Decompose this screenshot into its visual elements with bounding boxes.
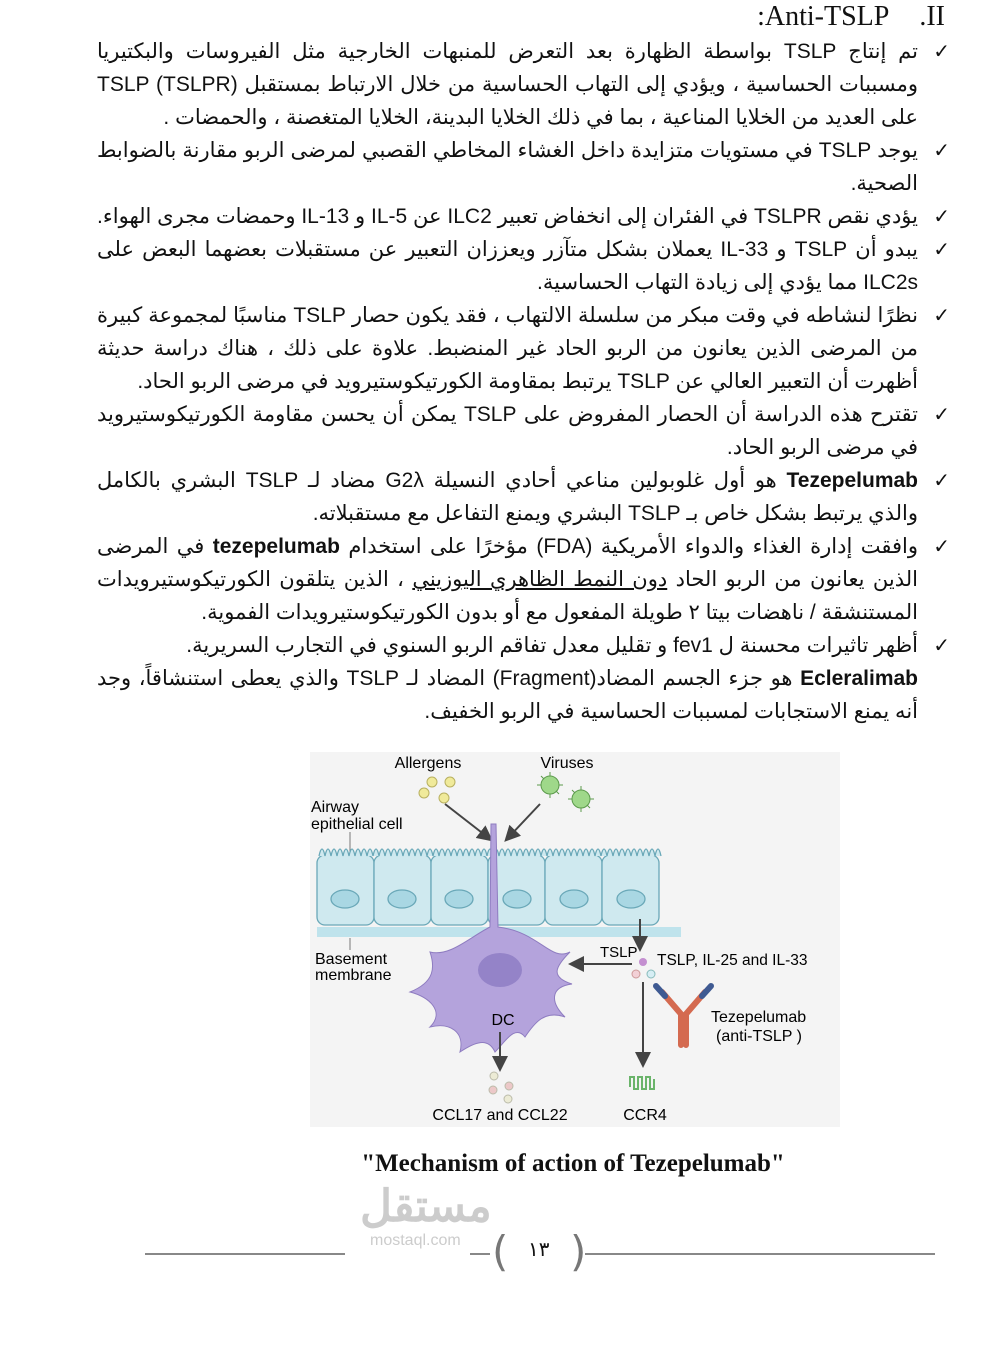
anti-tslp-label: (anti-TSLP ) <box>716 1028 802 1045</box>
mechanism-diagram <box>310 752 840 1127</box>
airway-label: Airway <box>311 799 360 816</box>
bullet-item <box>97 233 950 299</box>
checkmark-icon: ✓ <box>933 468 950 492</box>
figure-caption: "Mechanism of action of Tezepelumab" <box>361 1150 785 1177</box>
bullet-item <box>97 464 950 530</box>
checkmark-icon: ✓ <box>933 633 950 657</box>
page-footer <box>0 1182 1007 1276</box>
chemokine-dots-icon <box>489 1072 513 1103</box>
membrane-label: membrane <box>315 967 392 984</box>
bullet-text: Tezepelumab <box>786 469 919 492</box>
bullet-text: هو أول غلوبولين مناعي أحادي النسيلة G2λ مضاد لـ TSLP البشري بالكامل والذي يرتبط بشكل خاص بـ TSLP البشري ويمنع التفاعل مع مستقبلاته. <box>97 469 918 525</box>
page-number: ١٣ <box>528 1237 550 1261</box>
bullet-item <box>97 662 918 728</box>
virus-icon <box>537 772 594 812</box>
bullet-text: دون النمط الظاهري اليوزيني <box>412 568 668 591</box>
mechanism-figure <box>310 752 840 1127</box>
basement-label: Basement <box>315 951 388 968</box>
epithelium <box>317 849 681 937</box>
footer-divider-right <box>585 1253 935 1255</box>
bullet-text: وافقت إدارة الغذاء والدواء الأمريكية (FDA) مؤخرًا على استخدام <box>339 535 918 558</box>
watermark-url: mostaql.com <box>370 1232 461 1249</box>
footer-divider-left-inner <box>470 1253 490 1255</box>
bullet-text: يوجد TSLP في مستويات متزايدة داخل الغشاء المخاطي القصبي لمرضى الربو مقارنة بالضوابط الصحية. <box>97 139 918 195</box>
checkmark-icon: ✓ <box>933 303 950 327</box>
ccr4-label: CCR4 <box>623 1107 667 1124</box>
checkmark-icon: ✓ <box>933 237 950 261</box>
bullet-text: ، الذين يتلقون الكورتيكوستيرويدات المستنشقة / ناهضات بيتا ٢ طويلة المفعول مع أو بدون الكورتيكوستيرويدات الفموية. <box>97 568 918 624</box>
bullet-text: tezepelumab <box>212 535 340 558</box>
bullet-text: هو جزء الجسم المضاد(Fragment) المضاد لـ TSLP والذي يعطى استنشاقاً، وجد أنه يمنع الاستجابات لمسببات الحساسية في الربو الخفيف. <box>97 667 918 723</box>
bullet-item <box>97 200 950 233</box>
bullet-text: تقترح هذه الدراسة أن الحصار المفروض على TSLP يمكن أن يحسن مقاومة الكورتيكوستيرويد في مرضى الربو الحاد. <box>97 403 918 459</box>
bullet-text: في المرضى الذين يعانون من الربو الحاد <box>97 535 918 591</box>
checkmark-icon: ✓ <box>933 138 950 162</box>
tezepelumab-label: Tezepelumab <box>711 1009 807 1026</box>
page-bracket-right: ) <box>570 1227 587 1276</box>
checkmark-icon: ✓ <box>933 39 950 63</box>
bullet-item <box>97 530 950 629</box>
ccl-label: CCL17 and CCL22 <box>432 1107 568 1124</box>
bullet-item <box>97 35 950 134</box>
watermark-logo: مستقل <box>360 1182 492 1231</box>
bullet-text: نظرًا لنشاطه في وقت مبكر من سلسلة الالتهاب ، فقد يكون حصار TSLP مناسبًا لمجموعة كبيرة من المرضى الذين يعانون من الربو الحاد غير المنضبط. علاوة على ذلك ، هناك دراسة حديثة أظهرت أن التعبير العالي عن TSLP يرتبط بمقاومة الكورتيكوستيرويد في مرضى الربو الحاد. <box>97 304 918 393</box>
bullet-item <box>97 398 950 464</box>
epithelial-cell-label: epithelial cell <box>311 816 403 833</box>
ccr4-receptor-icon <box>630 1077 654 1089</box>
viruses-label: Viruses <box>540 755 594 772</box>
bullet-text: أظهر تاثيرات محسنة ل fev1 و تقليل معدل تفاقم الربو السنوي في التجارب السريرية. <box>186 634 918 657</box>
checkmark-icon: ✓ <box>933 534 950 558</box>
antibody-icon <box>656 986 711 1045</box>
tslp-arrow-label: TSLP <box>600 944 638 961</box>
dc-label: DC <box>491 1012 515 1029</box>
bullet-item <box>97 299 950 398</box>
footer-divider-left <box>145 1253 345 1255</box>
checkmark-icon: ✓ <box>933 402 950 426</box>
bullet-text: يبدو أن TSLP و IL-33 يعملان بشكل متآزر ويعززان التعبير عن مستقبلات بعضهما البعض على ILC2s مما يؤدي إلى زيادة التهاب الحساسية. <box>97 238 918 294</box>
allergen-particles-icon <box>419 777 455 803</box>
bullet-item <box>97 629 950 662</box>
cytokine-dots-icon <box>632 958 655 978</box>
section-number: .II <box>919 1 945 32</box>
page-bracket-left: ( <box>492 1227 509 1276</box>
checkmark-icon: ✓ <box>933 204 950 228</box>
bullet-item <box>97 134 950 200</box>
cytokines-label: TSLP, IL-25 and IL-33 <box>657 952 808 969</box>
section-heading <box>727 0 945 33</box>
bullet-list <box>97 35 950 728</box>
bullet-text: تم إنتاج TSLP بواسطة الظهارة بعد التعرض للمنبهات الخارجية مثل الفيروسات والبكتيريا ومسببات الحساسية ، ويؤدي إلى التهاب الحساسية من خلال الارتباط بمستقبل (TSLP (TSLPR على العديد من الخلايا المناعية ، بما في ذلك الخلايا البدينة، الخلايا المتغصنة ، والحمضات . <box>97 40 918 129</box>
allergens-label: Allergens <box>394 755 462 772</box>
bullet-text: Ecleralimab <box>800 667 918 690</box>
bullet-text: يؤدي نقص TSLPR في الفئران إلى انخفاض تعبير ILC2 عن IL-5 و IL-13 وحمضات مجرى الهواء. <box>97 205 918 228</box>
section-title: :Anti-TSLP <box>757 1 890 32</box>
